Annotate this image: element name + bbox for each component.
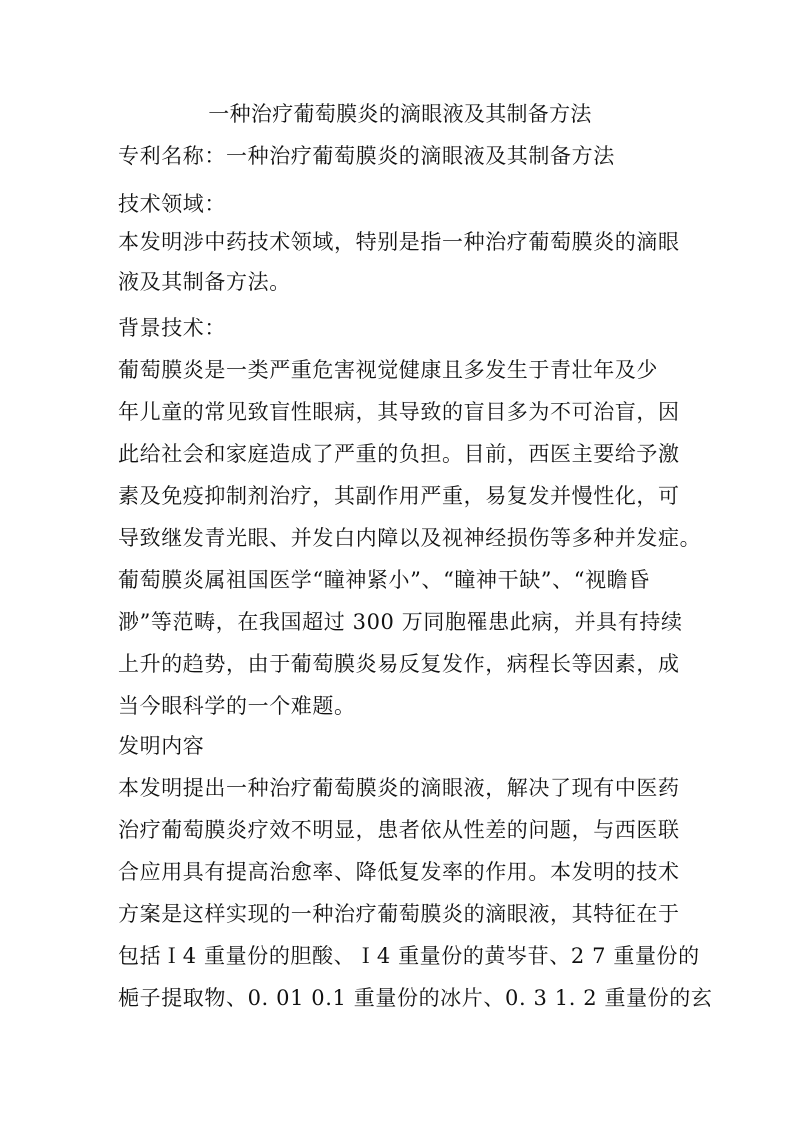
text-line: 方案是这样实现的一种治疗葡萄膜炎的滴眼液，其特征在于 bbox=[118, 902, 680, 926]
text-line: 本发明涉中药技术领域，特别是指一种治疗葡萄膜炎的滴眼 bbox=[118, 230, 680, 254]
text-line: 背景技术： bbox=[118, 316, 226, 340]
text-line: 包括Ｉ4 重量份的胆酸、Ｉ4 重量份的黄岑苷、2 7 重量份的 bbox=[118, 944, 700, 968]
text-line: 本发明提出一种治疗葡萄膜炎的滴眼液，解决了现有中医药 bbox=[118, 776, 680, 800]
text-line: 液及其制备方法。 bbox=[118, 270, 291, 294]
text-line: 上升的趋势，由于葡萄膜炎易反复发作，病程长等因素，成 bbox=[118, 652, 680, 676]
text-line: 治疗葡萄膜炎疗效不明显，患者依从性差的问题，与西医联 bbox=[118, 818, 680, 842]
text-line: 技术领域： bbox=[118, 192, 226, 216]
text-line: 导致继发青光眼、并发白内障以及视神经损伤等多种并发症。 bbox=[118, 526, 702, 550]
document-title: 一种治疗葡萄膜炎的滴眼液及其制备方法 bbox=[208, 102, 592, 126]
text-line: 年儿童的常见致盲性眼病，其导致的盲目多为不可治盲，因 bbox=[118, 400, 680, 424]
text-line: 专利名称：一种治疗葡萄膜炎的滴眼液及其制备方法 bbox=[118, 144, 615, 168]
text-line: 素及免疫抑制剂治疗，其副作用严重，易复发并慢性化，可 bbox=[118, 484, 680, 508]
text-line: 当今眼科学的一个难题。 bbox=[118, 694, 356, 718]
text-line: 合应用具有提高治愈率、降低复发率的作用。本发明的技术 bbox=[118, 860, 680, 884]
text-line: 渺”等范畴，在我国超过 300 万同胞罹患此病，并具有持续 bbox=[118, 610, 683, 634]
text-line: 此给社会和家庭造成了严重的负担。目前，西医主要给予激 bbox=[118, 442, 680, 466]
text-line: 梔子提取物、0. 01 0.1 重量份的冰片、0. 3 1. 2 重量份的玄 bbox=[118, 986, 713, 1010]
text-line: 发明内容 bbox=[118, 734, 205, 758]
text-line: 葡萄膜炎属祖国医学“瞳神紧小”、“瞳神干缺”、“视瞻昏 bbox=[118, 568, 650, 592]
text-line: 葡萄膜炎是一类严重危害视觉健康且多发生于青壮年及少 bbox=[118, 358, 658, 382]
